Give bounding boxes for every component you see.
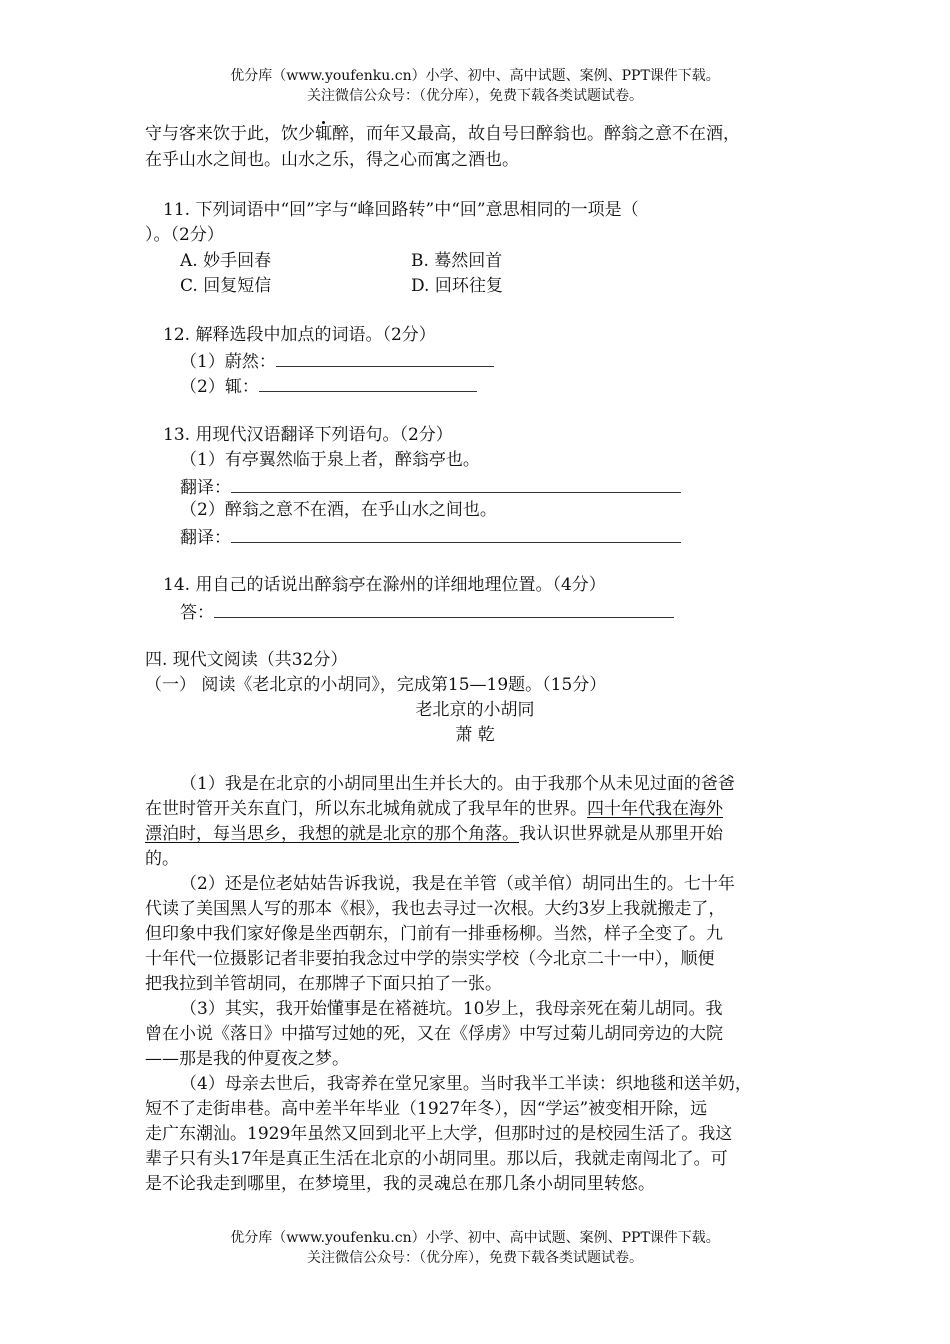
article-p4-line: 短不了走街串巷。高中差半年毕业（1927年冬），因“学运”被变相开除，远 — [145, 1099, 708, 1119]
article-p4-line: 走广东潮汕。1929年虽然又回到北平上大学，但那时过的是校园生活了。我这 — [145, 1124, 733, 1144]
underlined-sentence: 漂泊时，每当思乡，我想的就是北京的那个角落。 — [145, 824, 519, 844]
dotted-char: 辄 — [315, 124, 332, 144]
article-p4-line: （4）母亲去世后，我寄养在堂兄家里。当时我半工半读：织地毯和送羊奶， — [180, 1074, 752, 1094]
article-p3-line: （3）其实，我开始懂事是在褡裢坑。10岁上，我母亲死在菊儿胡同。我 — [180, 999, 723, 1019]
q14-answer-label: 答： — [180, 603, 214, 623]
q11-option-d: D. 回环往复 — [411, 276, 503, 296]
q12-item-2 — [180, 373, 477, 399]
article-p1-line — [145, 822, 723, 846]
answer-blank[interactable] — [214, 599, 674, 618]
article-title: 老北京的小胡同 — [415, 700, 535, 720]
q12-stem: 12. 解释选段中加点的词语。（2分） — [163, 325, 436, 345]
article-p4-line: 是不论我走到哪里，在梦境里，我的灵魂总在那几条小胡同里转悠。 — [145, 1174, 655, 1194]
q14-answer — [180, 599, 674, 625]
q12-item-1-label: （1）蔚然： — [180, 352, 276, 372]
q13-translate-2 — [180, 524, 681, 550]
q13-sentence-2: （2）醉翁之意不在酒，在乎山水之间也。 — [180, 500, 497, 520]
article-text: 在世时管开关东直门，所以东北城角就成了我早年的世界。 — [145, 799, 587, 819]
article-p2-line: 十年代一位摄影记者非要拍我念过中学的崇实学校（今北京二十一中），顺便 — [145, 949, 715, 969]
answer-blank[interactable] — [231, 524, 681, 543]
passage-text: 醉，而年又最高，故自号曰醉翁也。醉翁之意不在酒， — [332, 124, 740, 144]
passage-line-2: 在乎山水之间也。山水之乐，得之心而寓之酒也。 — [145, 150, 519, 170]
q11-option-a: A. 妙手回春 — [180, 251, 272, 271]
q13-translate-2-label: 翻译： — [180, 528, 231, 548]
article-p1-line: （1）我是在北京的小胡同里出生并长大的。由于我那个从未见过面的爸爸 — [180, 774, 735, 794]
q13-translate-1 — [180, 474, 681, 500]
q11-option-c: C. 回复短信 — [180, 276, 272, 296]
article-author: 萧 乾 — [455, 725, 495, 745]
q13-stem: 13. 用现代汉语翻译下列语句。（2分） — [163, 425, 453, 445]
q12-item-1 — [180, 348, 494, 374]
q14-stem: 14. 用自己的话说出醉翁亭在滁州的详细地理位置。（4分） — [163, 575, 606, 595]
article-p3-line: 曾在小说《落日》中描写过她的死，又在《俘虏》中写过菊儿胡同旁边的大院 — [145, 1024, 723, 1044]
article-text: 我认识世界就是从那里开始 — [519, 824, 723, 844]
q11-option-b: B. 蓦然回首 — [411, 251, 503, 271]
page-header-line1: 优分库（www.youfenku.cn）小学、初中、高中试题、案例、PPT课件下载。 — [230, 68, 720, 84]
article-p3-line: ——那是我的仲夏夜之梦。 — [145, 1049, 349, 1069]
page-footer-line2: 关注微信公众号：（优分库），免费下载各类试题试卷。 — [307, 1250, 643, 1266]
page-header-line2: 关注微信公众号：（优分库），免费下载各类试题试卷。 — [307, 88, 643, 104]
q11-stem: 11. 下列词语中“回”字与“峰回路转”中“回”意思相同的一项是（ — [163, 200, 639, 220]
article-p2-line: 但印象中我们家好像是坐西朝东，门前有一排垂杨柳。当然，样子全变了。九 — [145, 924, 723, 944]
article-p1-line — [145, 797, 723, 821]
answer-blank[interactable] — [259, 373, 477, 392]
answer-blank[interactable] — [231, 474, 681, 493]
section-part-heading: （一） 阅读《老北京的小胡同》，完成第15—19题。（15分） — [145, 675, 607, 695]
passage-line-1 — [145, 122, 740, 146]
article-p2-line: 把我拉到羊管胡同，在那牌子下面只拍了一张。 — [145, 974, 502, 994]
q12-item-2-label: （2）辄： — [180, 377, 259, 397]
q13-translate-1-label: 翻译： — [180, 478, 231, 498]
article-p1-line: 的。 — [145, 849, 179, 869]
underlined-sentence: 四十年代我在海外 — [587, 799, 723, 819]
q13-sentence-1: （1）有亭翼然临于泉上者，醉翁亭也。 — [180, 450, 480, 470]
article-p2-line: （2）还是位老姑姑告诉我说，我是在羊管（或羊倌）胡同出生的。七十年 — [180, 874, 735, 894]
section-heading: 四. 现代文阅读（共32分） — [145, 650, 348, 670]
article-p4-line: 辈子只有头17年是真正生活在北京的小胡同里。那以后，我就走南闯北了。可 — [145, 1149, 728, 1169]
q11-stem-cont: ）。（2分） — [145, 225, 224, 245]
page-footer-line1: 优分库（www.youfenku.cn）小学、初中、高中试题、案例、PPT课件下载。 — [230, 1230, 720, 1246]
answer-blank[interactable] — [276, 348, 494, 367]
article-p2-line: 代读了美国黑人写的那本《根》，我也去寻过一次根。大约3岁上我就搬走了， — [145, 899, 726, 919]
passage-text: 守与客来饮于此，饮少 — [145, 124, 315, 144]
